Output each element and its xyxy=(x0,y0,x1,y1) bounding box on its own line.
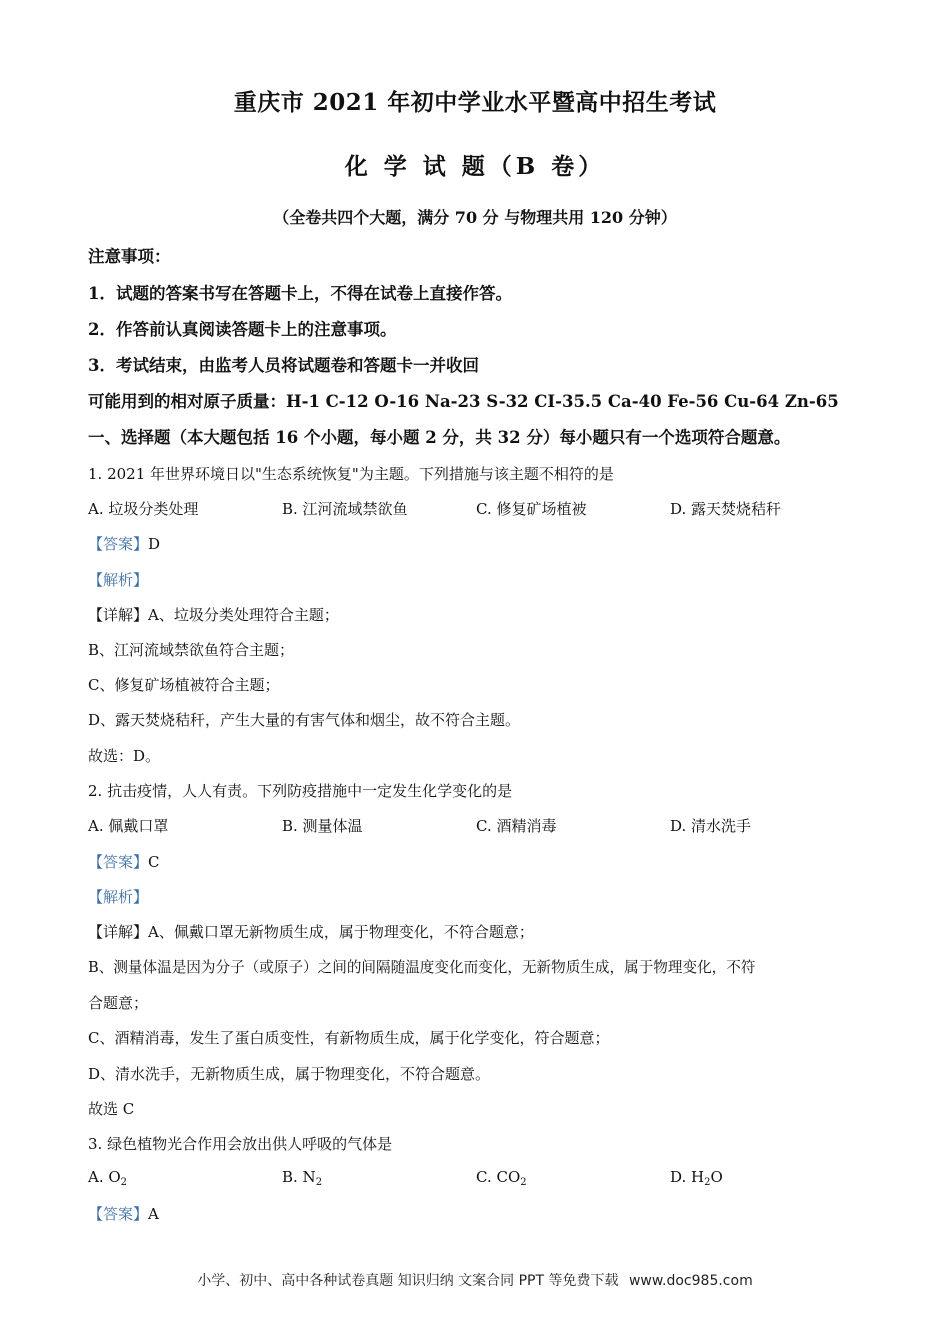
question-1-detail-line: 【详解】A、垃圾分类处理符合主题； xyxy=(88,606,339,624)
atomic-masses: 可能用到的相对原子质量：H-1 C-12 O-16 Na-23 S-32 CI-35.5 Ca-40 Fe-56 Cu-64 Zn-65 xyxy=(88,392,839,411)
question-2-detail-line: C、酒精消毒，发生了蛋白质变性，有新物质生成，属于化学变化，符合题意； xyxy=(88,1029,610,1047)
question-2-detail-line: D、清水洗手，无新物质生成，属于物理变化，不符合题意。 xyxy=(88,1065,491,1083)
question-2-detail-line: 【详解】A、佩戴口罩无新物质生成，属于物理变化，不符合题意； xyxy=(88,923,534,941)
question-3-option-a: A. $O_2$ xyxy=(88,1168,128,1188)
question-2-option-c: C. 酒精消毒 xyxy=(476,817,557,835)
notice-heading: 注意事项： xyxy=(88,247,171,266)
question-3-option-c: C. $CO_2$ xyxy=(476,1168,527,1188)
exam-info: （全卷共四个大题，满分 70 分 与物理共用 120 分钟） xyxy=(273,208,677,227)
question-1-detail-line: C、修复矿场植被符合主题； xyxy=(88,676,280,694)
page-footer xyxy=(0,1270,950,1290)
question-1-option-b: B. 江河流域禁欲鱼 xyxy=(282,500,408,518)
question-1-analysis-label: 【解析】 xyxy=(88,571,149,589)
answer-value: A xyxy=(148,1205,159,1223)
notice-item-1: 1．试题的答案书写在答题卡上，不得在试卷上直接作答。 xyxy=(88,284,512,303)
answer-label: 【答案】 xyxy=(88,1205,149,1223)
question-2-detail-line: 故选 C xyxy=(88,1100,135,1118)
question-1-detail-line: D、露天焚烧秸秆，产生大量的有害气体和烟尘，故不符合主题。 xyxy=(88,711,521,729)
exam-subtitle: 化 学 试 题（B 卷） xyxy=(344,153,606,180)
question-2-stem: 2. 抗击疫情，人人有责。下列防疫措施中一定发生化学变化的是 xyxy=(88,782,513,800)
footer-text: 小学、初中、高中各种试卷真题 知识归纳 文案合同 PPT 等免费下载 xyxy=(197,1273,619,1289)
question-2-option-d: D. 清水洗手 xyxy=(670,817,752,835)
question-2-analysis-label: 【解析】 xyxy=(88,888,149,906)
question-2-detail-line: 合题意； xyxy=(88,994,149,1012)
notice-item-2: 2．作答前认真阅读答题卡上的注意事项。 xyxy=(88,320,397,339)
question-1-stem: 1. 2021 年世界环境日以"生态系统恢复"为主题。下列措施与该主题不相符的是 xyxy=(88,465,614,483)
question-2-option-b: B. 测量体温 xyxy=(282,817,363,835)
footer-link[interactable]: www.doc985.com xyxy=(628,1273,753,1289)
notice-item-3: 3．考试结束，由监考人员将试题卷和答题卡一并收回 xyxy=(88,356,479,375)
section-1-heading: 一、选择题（本大题包括 16 个小题，每小题 2 分，共 32 分）每小题只有一个选项符合题意。 xyxy=(88,428,791,447)
question-3-stem: 3. 绿色植物光合作用会放出供人呼吸的气体是 xyxy=(88,1135,393,1153)
answer-value: D xyxy=(148,535,161,553)
answer-value: C xyxy=(148,853,160,871)
question-1-option-a: A. 垃圾分类处理 xyxy=(88,500,199,518)
question-1-answer xyxy=(88,533,160,554)
question-1-option-c: C. 修复矿场植被 xyxy=(476,500,587,518)
question-3-option-b: B. $N_2$ xyxy=(282,1168,323,1188)
question-2-answer xyxy=(88,851,160,872)
answer-label: 【答案】 xyxy=(88,853,149,871)
question-1-detail-line: 故选：D。 xyxy=(88,747,161,765)
question-1-option-d: D. 露天焚烧秸秆 xyxy=(670,500,782,518)
question-2-option-a: A. 佩戴口罩 xyxy=(88,817,169,835)
question-3-option-d: D. $H_2O$ xyxy=(670,1168,723,1188)
question-2-detail-line: B、测量体温是因为分子（或原子）之间的间隔随温度变化而变化，无新物质生成，属于物理变化，不符 xyxy=(88,959,756,976)
answer-label: 【答案】 xyxy=(88,535,149,553)
question-3-answer xyxy=(88,1203,159,1224)
question-1-detail-line: B、江河流域禁欲鱼符合主题； xyxy=(88,641,295,659)
exam-title: 重庆市 2021 年初中学业水平暨高中招生考试 xyxy=(233,89,717,116)
